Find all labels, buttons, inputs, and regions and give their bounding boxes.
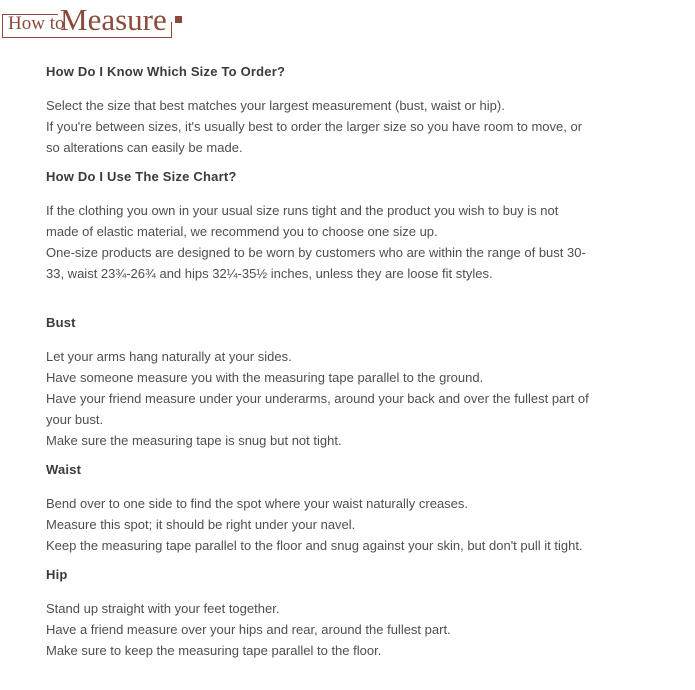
page-title: Measure [60, 2, 167, 37]
text-line: If you're between sizes, it's usually best to order the larger size so you have room to move, or [46, 119, 583, 134]
section-heading-hip: Hip [46, 567, 68, 582]
text-line: Let your arms hang naturally at your sides. [46, 349, 292, 364]
section-body-waist [46, 493, 665, 556]
section-size-to-order [46, 61, 665, 158]
section-hip [46, 564, 665, 661]
text-line: Make sure the measuring tape is snug but not tight. [46, 433, 342, 448]
text-line: so alterations can easily be made. [46, 140, 243, 155]
page-title-prefix: How to [8, 13, 65, 34]
text-line: made of elastic material, we recommend you to choose one size up. [46, 224, 438, 239]
section-body-hip [46, 598, 665, 661]
section-body-size-chart [46, 200, 665, 284]
header-frame-bottom-line [2, 37, 172, 38]
section-body-size-to-order [46, 95, 665, 158]
header-frame-left-line [2, 14, 3, 38]
text-line: If the clothing you own in your usual size runs tight and the product you wish to buy is not [46, 203, 559, 218]
text-line: Have your friend measure under your underarms, around your back and over the fullest part of [46, 391, 589, 406]
text-line: Select the size that best matches your largest measurement (bust, waist or hip). [46, 98, 505, 113]
text-line: your bust. [46, 412, 104, 427]
text-line: Bend over to one side to find the spot where your waist naturally creases. [46, 496, 469, 511]
section-heading-waist: Waist [46, 462, 82, 477]
section-bust [46, 312, 665, 451]
section-heading-size-to-order: How Do I Know Which Size To Order? [46, 64, 286, 79]
section-heading-bust: Bust [46, 315, 76, 330]
section-size-chart [46, 166, 665, 284]
content-area [0, 45, 695, 661]
header-frame-right-line [171, 22, 172, 38]
text-line: Keep the measuring tape parallel to the floor and snug against your skin, but don't pull it tight. [46, 538, 583, 553]
text-line: One-size products are designed to be worn by customers who are within the range of bust 30- [46, 245, 586, 260]
text-line: 33, waist 23¾-26¾ and hips 32¼-35½ inches, unless they are loose fit styles. [46, 266, 493, 281]
page-header [0, 0, 695, 45]
header-square-icon [175, 16, 182, 23]
section-waist [46, 459, 665, 556]
section-body-bust [46, 346, 665, 451]
text-line: Make sure to keep the measuring tape parallel to the floor. [46, 643, 382, 658]
text-line: Have someone measure you with the measuring tape parallel to the ground. [46, 370, 484, 385]
text-line: Measure this spot; it should be right under your navel. [46, 517, 356, 532]
text-line: Stand up straight with your feet together. [46, 601, 280, 616]
text-line: Have a friend measure over your hips and rear, around the fullest part. [46, 622, 451, 637]
section-heading-size-chart: How Do I Use The Size Chart? [46, 169, 237, 184]
